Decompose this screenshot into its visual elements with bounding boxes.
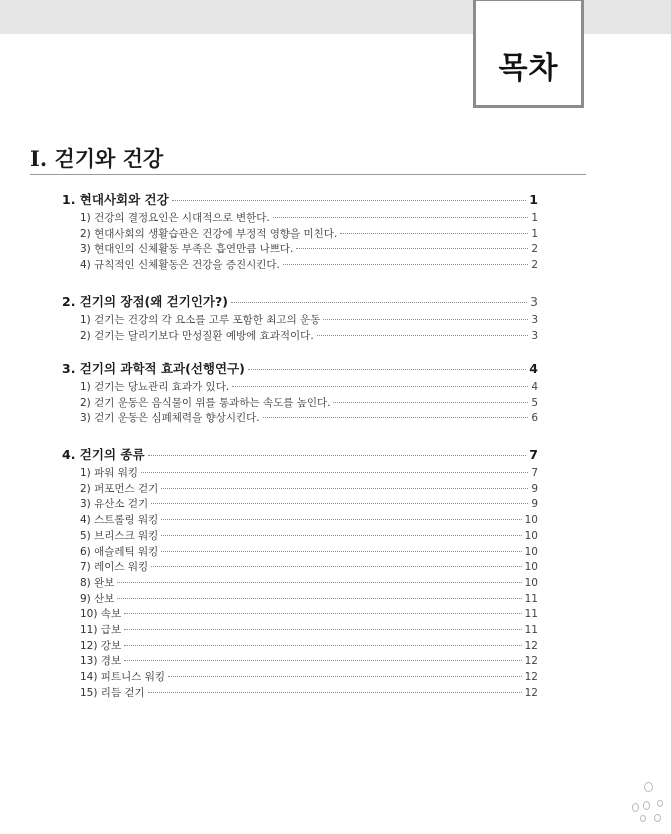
toc-item-label: 9) 산보: [80, 592, 115, 605]
toc-item[interactable]: [80, 481, 538, 496]
dot-leader: [148, 455, 527, 456]
toc-item[interactable]: [80, 512, 538, 527]
toc-item-page-number: 11: [524, 592, 538, 605]
toc-item[interactable]: [80, 226, 538, 241]
toc-item[interactable]: [80, 622, 538, 637]
dot-leader: [283, 264, 528, 265]
dot-leader: [151, 503, 528, 504]
toc-item-label: 2) 걷기 운동은 음식물이 위를 통과하는 속도를 높인다.: [80, 396, 331, 409]
dot-leader: [124, 645, 522, 646]
page-title: 목차: [498, 51, 559, 86]
toc-item-page-number: 10: [524, 545, 538, 558]
dot-leader: [141, 472, 528, 473]
dot-leader: [273, 217, 529, 218]
dot-leader: [317, 335, 529, 336]
toc-item[interactable]: [80, 257, 538, 272]
toc-section-2-page-number: 3: [530, 294, 538, 309]
toc-item[interactable]: [80, 328, 538, 343]
dot-leader: [296, 248, 528, 249]
toc-item-label: 5) 브리스크 워킹: [80, 529, 159, 542]
toc-item[interactable]: [80, 465, 538, 480]
toc-item-label: 3) 현대인의 신체활동 부족은 흡연만큼 나쁘다.: [80, 243, 294, 256]
toc-section-1[interactable]: [62, 190, 538, 208]
dot-leader: [168, 676, 522, 677]
toc-section-4-page-number: 7: [529, 447, 538, 462]
toc-section-1-page-number: 1: [529, 192, 538, 207]
toc-item-label: 10) 속보: [80, 608, 122, 621]
toc-item-page-number: 5: [531, 396, 538, 409]
dot-leader: [148, 692, 522, 693]
toc-item[interactable]: [80, 606, 538, 621]
toc-item[interactable]: [80, 395, 538, 410]
dot-leader: [161, 519, 521, 520]
toc-item-page-number: 10: [524, 576, 538, 589]
toc-section-3-label: 3. 걷기의 과학적 효과(선행연구): [62, 361, 245, 376]
toc-item-label: 7) 레이스 워킹: [80, 561, 149, 574]
dot-leader: [323, 319, 528, 320]
toc-item-page-number: 9: [531, 498, 538, 511]
dot-leader: [263, 417, 529, 418]
chapter-heading: I. 걷기와 건강: [30, 146, 164, 171]
toc-item-page-number: 3: [531, 314, 538, 326]
toc-item[interactable]: [80, 410, 538, 425]
toc-item[interactable]: [80, 575, 538, 590]
toc-item[interactable]: [80, 379, 538, 394]
toc-item[interactable]: [80, 685, 538, 700]
toc-item-page-number: 12: [524, 639, 538, 652]
toc-item-label: 3) 유산소 걷기: [80, 498, 149, 511]
dot-leader: [161, 535, 521, 536]
toc-item-label: 2) 현대사회의 생활습관은 건강에 부정적 영향을 미친다.: [80, 227, 338, 240]
toc-section-4-label: 4. 걷기의 종류: [62, 447, 145, 462]
toc-item[interactable]: [80, 544, 538, 559]
dot-leader: [124, 629, 522, 630]
dot-leader: [333, 402, 528, 403]
toc-item[interactable]: [80, 496, 538, 511]
toc-item[interactable]: [80, 210, 538, 225]
dot-leader: [124, 613, 522, 614]
toc-item-page-number: 3: [531, 329, 538, 342]
toc-item[interactable]: [80, 669, 538, 684]
toc-item-page-number: 12: [524, 655, 538, 668]
dot-leader: [117, 582, 521, 583]
toc-item-page-number: 10: [524, 529, 538, 542]
toc-item-page-number: 10: [524, 561, 538, 574]
toc-item-label: 13) 경보: [80, 655, 122, 668]
toc-item-label: 1) 파워 워킹: [80, 467, 139, 479]
toc-item[interactable]: [80, 653, 538, 668]
toc-item-label: 15) 리듬 걷기: [80, 686, 145, 699]
toc-item-page-number: 2: [531, 259, 538, 272]
toc-item-page-number: 9: [531, 482, 538, 495]
toc-section-1-label: 1. 현대사회와 건강: [62, 192, 169, 207]
toc-item[interactable]: [80, 638, 538, 653]
toc-item-label: 2) 퍼포먼스 걷기: [80, 482, 159, 495]
toc-item-page-number: 6: [531, 412, 538, 425]
toc-section-3-page-number: 4: [529, 361, 538, 376]
toc-item-page-number: 4: [531, 381, 538, 393]
toc-item-label: 1) 건강의 결정요인은 시대적으로 변한다.: [80, 212, 270, 224]
toc-item-page-number: 2: [531, 243, 538, 256]
toc-item[interactable]: [80, 591, 538, 606]
toc-item-label: 8) 완보: [80, 576, 115, 589]
dot-leader: [161, 488, 528, 489]
toc-item-page-number: 10: [524, 514, 538, 527]
dot-leader: [124, 660, 522, 661]
bubble-decoration: [630, 778, 670, 834]
toc-section-4[interactable]: [62, 445, 538, 463]
dot-leader: [231, 302, 527, 303]
dot-leader: [117, 598, 521, 599]
toc-item-page-number: 11: [524, 624, 538, 636]
toc-item-label: 6) 애슬레틱 워킹: [80, 545, 159, 558]
toc-item-page-number: 12: [524, 686, 538, 699]
toc-item-label: 14) 피트니스 워킹: [80, 671, 165, 684]
toc-item[interactable]: [80, 241, 538, 256]
toc-item-page-number: 12: [524, 671, 538, 684]
toc-item-page-number: 1: [531, 212, 538, 224]
toc-item-label: 4) 스트롤링 워킹: [80, 514, 159, 527]
toc-item-page-number: 1: [531, 227, 538, 240]
toc-item[interactable]: [80, 528, 538, 543]
dot-leader: [161, 551, 521, 552]
toc-item-label: 3) 걷기 운동은 심폐체력을 향상시킨다.: [80, 412, 260, 425]
dot-leader: [232, 386, 528, 387]
toc-item[interactable]: [80, 312, 538, 327]
toc-section-2-label: 2. 걷기의 장점(왜 걷기인가?): [62, 294, 228, 309]
toc-item-label: 11) 급보: [80, 624, 122, 636]
toc-item-label: 1) 걷기는 건강의 각 요소를 고루 포함한 최고의 운동: [80, 314, 321, 326]
toc-item-label: 4) 규칙적인 신체활동은 건강을 증진시킨다.: [80, 259, 280, 272]
dot-leader: [172, 200, 527, 201]
toc-item-page-number: 7: [531, 467, 538, 479]
toc-item-label: 12) 강보: [80, 639, 122, 652]
toc-item-label: 2) 걷기는 달리기보다 만성질환 예방에 효과적이다.: [80, 329, 314, 342]
toc-item-label: 1) 걷기는 당뇨관리 효과가 있다.: [80, 381, 230, 393]
dot-leader: [151, 566, 521, 567]
toc-item[interactable]: [80, 559, 538, 574]
toc-item-page-number: 11: [524, 608, 538, 621]
toc-section-3[interactable]: [62, 359, 538, 377]
toc-section-2[interactable]: [62, 292, 538, 310]
dot-leader: [340, 233, 528, 234]
dot-leader: [248, 369, 526, 370]
